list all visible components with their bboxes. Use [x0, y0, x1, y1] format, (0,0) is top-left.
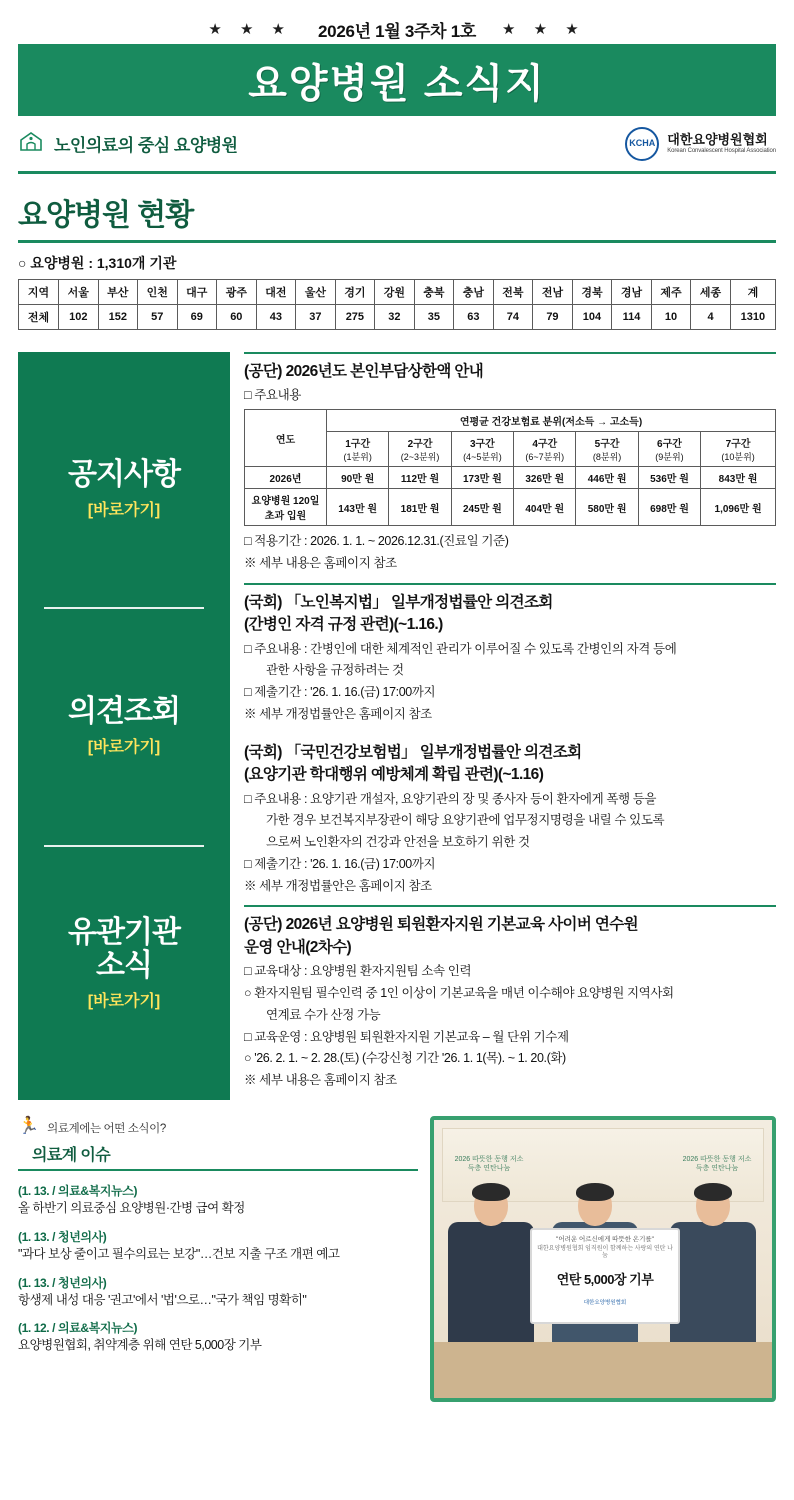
- ceiling-bracket-3: [514, 432, 576, 467]
- status-col-3: 대구: [177, 280, 217, 305]
- status-col-1: 부산: [98, 280, 138, 305]
- ceiling-row-1-val-5: 698만 원: [638, 489, 700, 526]
- ceiling-row-1-val-4: 580만 원: [576, 489, 638, 526]
- block-opinion-2-main-3: 으로써 노인환자의 건강과 안전을 보호하기 위한 것: [266, 835, 530, 850]
- copayment-ceiling-table: [244, 409, 776, 526]
- news-headline-2[interactable]: 항생제 내성 대응 '권고'에서 '법'으로…"국가 책임 명확히": [18, 1292, 307, 1307]
- photo-floor: [434, 1342, 772, 1398]
- status-val-11: 74: [493, 305, 533, 330]
- block-related-line-2: ○ 환자지원팀 필수인력 중 1인 이상이 기본교육을 매년 이수해야 요양병원 지역사회: [244, 986, 674, 1001]
- table-row: [245, 489, 776, 526]
- kcha-badge-icon: KCHA: [625, 127, 659, 161]
- block-related-line-4: □ 교육운영 : 요양병원 퇴원환자지원 기본교육 – 월 단위 기수제: [244, 1029, 569, 1044]
- status-val-2: 57: [138, 305, 178, 330]
- list-item[interactable]: [18, 1274, 418, 1309]
- placard-line-1: "어려운 어르신에게 따뜻한 온기를": [556, 1235, 654, 1243]
- status-val-12: 79: [533, 305, 573, 330]
- status-col-5: 대전: [256, 280, 296, 305]
- block-opinion-1-note: ※ 세부 개정법률안은 홈페이지 참조: [244, 706, 432, 721]
- status-col-16: 세종: [691, 280, 731, 305]
- stars-left-icon: ★ ★ ★: [208, 21, 293, 38]
- block-opinion-1-main-2: 관한 사항을 규정하려는 것: [266, 663, 404, 678]
- status-col-4: 광주: [217, 280, 257, 305]
- photo-banner-right-text: 2026 따뜻한 동행 저소득층 연탄나눔: [682, 1156, 752, 1172]
- status-col-2: 인천: [138, 280, 178, 305]
- photo-person-right-body: [670, 1222, 756, 1342]
- ceiling-row-1-val-2: 245만 원: [451, 489, 513, 526]
- status-heading: 요양병원 현황: [18, 199, 194, 232]
- status-col-17: 계: [730, 280, 775, 305]
- association-names: [667, 133, 776, 155]
- photo-banner-left-text: 2026 따뜻한 동행 저소득층 연탄나눔: [454, 1156, 524, 1172]
- ceiling-bracket-6-top: 7구간: [725, 439, 751, 451]
- ceiling-bracket-3-top: 4구간: [532, 439, 558, 451]
- category-panel: [18, 352, 230, 1100]
- status-col-14: 경남: [612, 280, 652, 305]
- news-headline-3[interactable]: 요양병원협회, 취약계층 위해 연탄 5,000장 기부: [18, 1338, 262, 1353]
- block-notice-main-label: □ 주요내용: [244, 388, 301, 403]
- photo-placard: [530, 1228, 680, 1324]
- category-notice-link[interactable]: [바로가기]: [87, 501, 161, 519]
- placard-line-2: 대한요양병원협회 임직원이 함께하는 사랑의 연탄 나눔: [537, 1245, 673, 1260]
- status-val-1: 152: [98, 305, 138, 330]
- status-val-16: 4: [691, 305, 731, 330]
- block-related-line-1: □ 교육대상 : 요양병원 환자지원팀 소속 인력: [244, 964, 472, 979]
- category-related-label-2: 소식: [96, 948, 152, 982]
- ceiling-row-1-label-line1: 요양병원 120일: [251, 496, 320, 508]
- block-notice-period: □ 적용기간 : 2026. 1. 1. ~ 2026.12.31.(진료일 기준): [244, 534, 509, 549]
- block-opinion-1-main-1: □ 주요내용 : 간병인에 대한 체계적인 관리가 이루어질 수 있도록 간병인의 자격 등에: [244, 641, 677, 656]
- subtitle-text: 노인의료의 중심 요양병원: [54, 136, 238, 155]
- issue-text: 2026년 1월 3주차 1호: [318, 21, 476, 41]
- block-opinion-2-main-1: □ 주요내용 : 요양기관 개설자, 요양기관의 장 및 종사자 등이 환자에게 폭행 등을: [244, 791, 657, 806]
- page-title: 요양병원 소식지: [248, 61, 546, 106]
- status-section: [18, 190, 776, 243]
- status-col-8: 강원: [375, 280, 415, 305]
- table-row-header: [19, 280, 776, 305]
- status-summary: ○ 요양병원 : 1,310개 기관: [18, 255, 177, 271]
- issue-line: [18, 0, 776, 42]
- block-opinion-1-deadline: □ 제출기간 : '26. 1. 16.(금) 17:00까지: [244, 685, 436, 700]
- status-val-6: 37: [296, 305, 336, 330]
- block-related: [244, 905, 776, 1099]
- association-logo: [625, 127, 776, 161]
- photo-person-left-hair: [472, 1183, 510, 1201]
- news-column: [18, 1116, 418, 1402]
- ceiling-bracket-3-bottom: (6~7분위): [525, 452, 565, 463]
- ceiling-bracket-0-bottom: (1분위): [343, 452, 372, 463]
- photo-person-right-head: [696, 1186, 730, 1226]
- ceiling-bracket-1-bottom: (2~3분위): [400, 452, 440, 463]
- table-row: [19, 305, 776, 330]
- title-banner: [18, 44, 776, 116]
- photo-person-right-hair: [694, 1183, 732, 1201]
- ceiling-row-0-val-3: 326만 원: [514, 467, 576, 489]
- ceiling-row-0-val-4: 446만 원: [576, 467, 638, 489]
- status-row-label: 전체: [19, 305, 59, 330]
- status-table: [18, 279, 776, 330]
- news-heading: 의료계 이슈: [32, 1146, 111, 1164]
- category-opinion-label: 의견조회: [68, 694, 180, 728]
- status-table-corner: 지역: [19, 280, 59, 305]
- ceiling-bracket-0-top: 1구간: [345, 439, 371, 451]
- news-source-3: (1. 12. / 의료&복지뉴스): [18, 1321, 138, 1336]
- ceiling-row-0-val-1: 112만 원: [389, 467, 451, 489]
- category-opinion[interactable]: [18, 607, 230, 844]
- status-val-8: 32: [375, 305, 415, 330]
- ceiling-bracket-2: [451, 432, 513, 467]
- news-rule: [18, 1169, 418, 1171]
- photo-person-center-hair: [576, 1183, 614, 1201]
- status-val-7: 275: [335, 305, 375, 330]
- ceiling-bracket-0: [327, 432, 389, 467]
- news-headline-1[interactable]: "과다 보상 줄이고 필수의료는 보강"…건보 지출 구조 개편 예고: [18, 1246, 340, 1261]
- ceiling-bracket-6-bottom: (10분위): [721, 452, 755, 463]
- category-related-label-1: 유관기관: [68, 915, 180, 949]
- status-val-4: 60: [217, 305, 257, 330]
- block-related-line-3: 연계료 수가 산정 가능: [266, 1007, 381, 1022]
- photo-person-right: [670, 1186, 756, 1342]
- list-item[interactable]: [18, 1182, 418, 1217]
- status-val-14: 114: [612, 305, 652, 330]
- status-val-0: 102: [59, 305, 99, 330]
- ceiling-bracket-5: [638, 432, 700, 467]
- ceiling-row-0-label: 2026년: [245, 467, 327, 489]
- status-val-10: 63: [454, 305, 494, 330]
- status-col-9: 충북: [414, 280, 454, 305]
- subtitle-group: [18, 130, 238, 157]
- block-opinion-1-title-line1: (국회) 「노인복지법」 일부개정법률안 의견조회: [244, 593, 553, 611]
- ceiling-row-1-val-3: 404만 원: [514, 489, 576, 526]
- block-opinion-1: [244, 583, 776, 734]
- status-col-7: 경기: [335, 280, 375, 305]
- block-notice: [244, 352, 776, 583]
- status-col-12: 전남: [533, 280, 573, 305]
- ceiling-bracket-2-top: 3구간: [469, 439, 495, 451]
- ceiling-row-1-label: [245, 489, 327, 526]
- stars-right-icon: ★ ★ ★: [501, 21, 586, 38]
- category-related[interactable]: [18, 845, 230, 1082]
- ceiling-bracket-1: [389, 432, 451, 467]
- list-item[interactable]: [18, 1228, 418, 1263]
- photo-person-left-body: [448, 1222, 534, 1342]
- block-notice-note: ※ 세부 내용은 홈페이지 참조: [244, 555, 397, 570]
- ceiling-row-1-label-line2: 초과 입원: [264, 511, 307, 523]
- ceiling-row-0-val-0: 90만 원: [327, 467, 389, 489]
- block-opinion-1-title-line2: (간병인 자격 규정 관련)(~1.16.): [244, 616, 443, 634]
- ceiling-bracket-2-bottom: (4~5분위): [463, 452, 502, 463]
- block-related-note: ※ 세부 내용은 홈페이지 참조: [244, 1073, 397, 1088]
- ceiling-bracket-6: [701, 432, 776, 467]
- photo-person-center-head: [578, 1186, 612, 1226]
- placard-amount: 연탄 5,000장 기부: [556, 1272, 654, 1288]
- status-col-11: 전북: [493, 280, 533, 305]
- bottom-section: [18, 1116, 776, 1402]
- ceiling-row-0-val-5: 536만 원: [638, 467, 700, 489]
- photo-person-left-head: [474, 1186, 508, 1226]
- subtitle-row: [18, 116, 776, 174]
- status-rule: [18, 240, 776, 243]
- ceiling-group-header: 연평균 건강보험료 분위(저소득 → 고소득): [327, 410, 776, 432]
- block-opinion-2-note: ※ 세부 개정법률안은 홈페이지 참조: [244, 878, 432, 893]
- ceiling-row-0-val-6: 843만 원: [701, 467, 776, 489]
- ceiling-row-0-val-2: 173만 원: [451, 467, 513, 489]
- ceiling-bracket-4: [576, 432, 638, 467]
- table-row-header: [245, 410, 776, 432]
- table-row: [245, 467, 776, 489]
- news-headline-0[interactable]: 올 하반기 의료중심 요양병원·간병 급여 확정: [18, 1200, 245, 1215]
- status-col-10: 충남: [454, 280, 494, 305]
- ceiling-row-1-val-1: 181만 원: [389, 489, 451, 526]
- category-related-link[interactable]: [바로가기]: [87, 992, 161, 1010]
- status-col-13: 경북: [572, 280, 612, 305]
- status-val-13: 104: [572, 305, 612, 330]
- hospital-icon: [18, 130, 44, 157]
- news-question-row: [18, 1116, 418, 1136]
- placard-footer: 대한요양병원협회: [583, 1300, 627, 1307]
- ceiling-bracket-5-top: 6구간: [657, 439, 682, 451]
- block-notice-title: (공단) 2026년도 본인부담상한액 안내: [244, 363, 484, 380]
- news-source-2: (1. 13. / 청년의사): [18, 1275, 107, 1290]
- ceiling-row-1-val-0: 143만 원: [327, 489, 389, 526]
- donation-photo: [430, 1116, 776, 1402]
- ceiling-bracket-4-bottom: (8분위): [592, 452, 622, 463]
- block-opinion-2-main-2: 가한 경우 보건복지부장관이 해당 요양기관에 업무정지명령을 내릴 수 있도록: [266, 813, 665, 828]
- ceiling-bracket-5-bottom: (9분위): [655, 452, 684, 463]
- ceiling-bracket-1-top: 2구간: [407, 439, 433, 451]
- status-val-3: 69: [177, 305, 217, 330]
- association-name-en: Korean Convalescent Hospital Association: [667, 147, 776, 154]
- block-opinion-2-deadline: □ 제출기간 : '26. 1. 16.(금) 17:00까지: [244, 856, 436, 871]
- block-related-title-line2: 운영 안내(2차수): [244, 938, 352, 956]
- news-question: 의료계에는 어떤 소식이?: [47, 1122, 166, 1135]
- runner-icon: 🏃: [18, 1115, 40, 1135]
- status-col-6: 울산: [296, 280, 336, 305]
- block-related-title-line1: (공단) 2026년 요양병원 퇴원환자지원 기본교육 사이버 연수원: [244, 916, 639, 934]
- category-notice[interactable]: [18, 370, 230, 607]
- association-name-kr: 대한요양병원협회: [667, 131, 768, 147]
- status-val-15: 10: [651, 305, 691, 330]
- status-val-9: 35: [414, 305, 454, 330]
- news-source-1: (1. 13. / 청년의사): [18, 1229, 107, 1244]
- body-grid: [18, 352, 776, 1100]
- photo-person-left: [448, 1186, 534, 1342]
- status-col-15: 제주: [651, 280, 691, 305]
- ceiling-bracket-4-top: 5구간: [594, 439, 620, 451]
- news-source-0: (1. 13. / 의료&복지뉴스): [18, 1183, 138, 1198]
- status-col-0: 서울: [59, 280, 99, 305]
- block-opinion-2-title-line1: (국회) 「국민건강보험법」 일부개정법률안 의견조회: [244, 743, 582, 761]
- status-val-17: 1310: [730, 305, 775, 330]
- category-notice-label: 공지사항: [68, 457, 180, 491]
- content-column: [244, 352, 776, 1100]
- ceiling-row-1-val-6: 1,096만 원: [701, 489, 776, 526]
- block-opinion-2: [244, 734, 776, 906]
- ceiling-corner: 연도: [245, 410, 327, 467]
- status-val-5: 43: [256, 305, 296, 330]
- category-opinion-link[interactable]: [바로가기]: [87, 738, 161, 756]
- block-related-line-5: ○ '26. 2. 1. ~ 2. 28.(토) (수강신청 기간 '26. 1. 1(목). ~ 1. 20.(화): [244, 1051, 566, 1066]
- list-item[interactable]: [18, 1319, 418, 1354]
- block-opinion-2-title-line2: (요양기관 학대행위 예방체계 확립 관련)(~1.16): [244, 766, 544, 784]
